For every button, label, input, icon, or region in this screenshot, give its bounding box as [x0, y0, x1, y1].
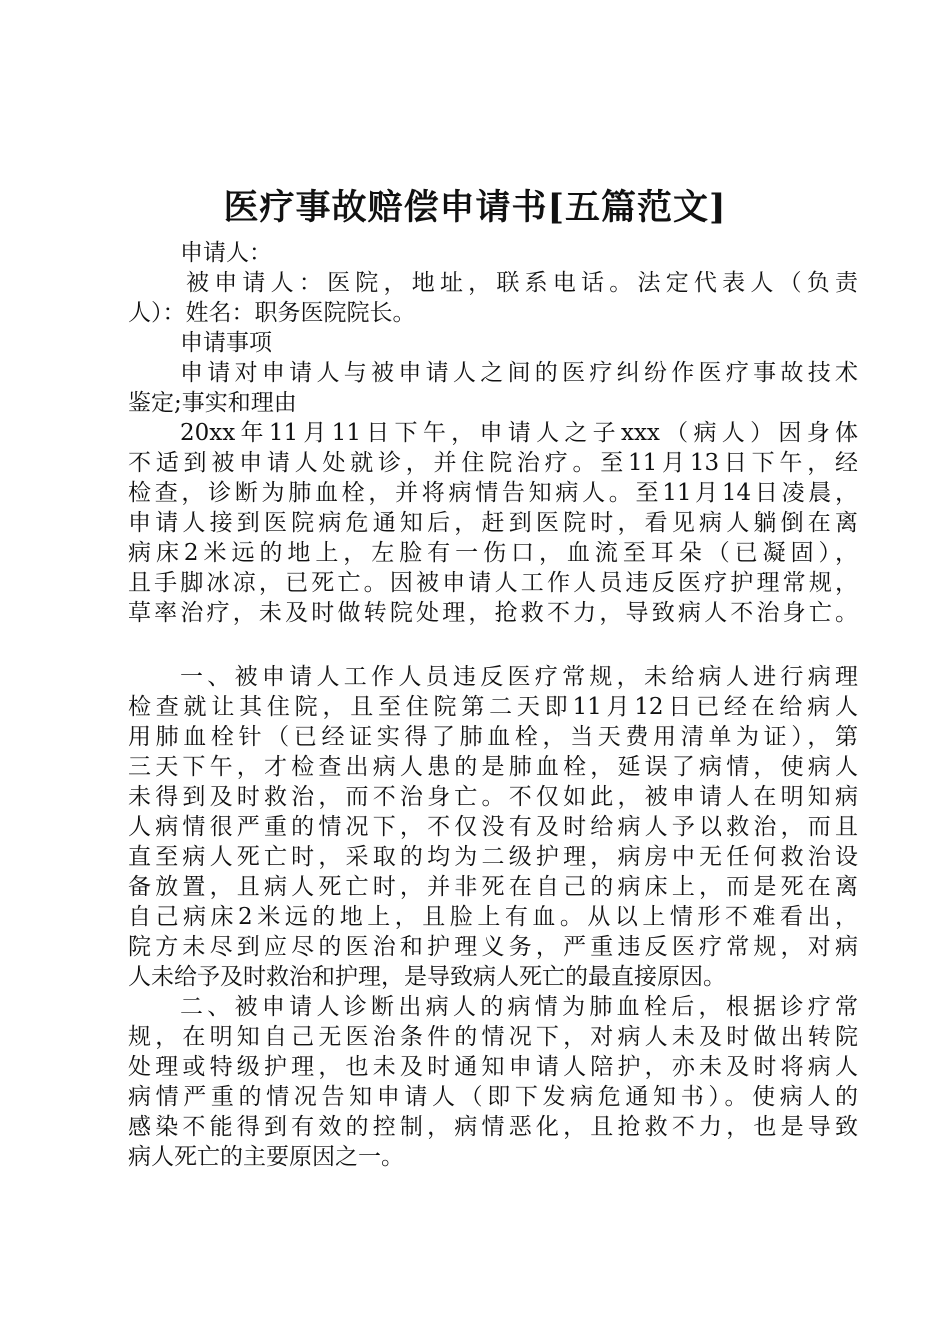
text-line: 用肺血栓针（已经证实得了肺血栓，当天费用清单为证），第: [128, 724, 858, 750]
text-line: 20xx年11月11日下午，申请人之子xxx（病人）因身体: [180, 420, 858, 446]
text-line: 感染不能得到有效的控制，病情恶化，且抢救不力，也是导致: [128, 1114, 858, 1140]
text-line: 院方未尽到应尽的医治和护理义务，严重违反医疗常规，对病: [128, 934, 858, 960]
text-line: 病床2米远的地上，左脸有一伤口，血流至耳朵（已凝固），: [128, 540, 858, 566]
text-line: 人）：姓名：职务医院院长。: [128, 300, 416, 326]
text-line: 一、被申请人工作人员违反医疗常规，未给病人进行病理: [180, 664, 858, 690]
text-line: 检查就让其住院，且至住院第二天即11月12日已经在给病人: [128, 694, 858, 720]
text-line: 病情严重的情况告知申请人（即下发病危通知书）。使病人的: [128, 1084, 858, 1110]
text-line: 且手脚冰凉，已死亡。因被申请人工作人员违反医疗护理常规，: [128, 570, 858, 596]
text-line: 备放置，且病人死亡时，并非死在自己的病床上，而是死在离: [128, 874, 858, 900]
text-line: 不适到被申请人处就诊，并住院治疗。至11月13日下午，经: [128, 450, 858, 476]
document-title: 医疗事故赔偿申请书[五篇范文]: [223, 187, 727, 228]
text-line: 人病情很严重的情况下，不仅没有及时给病人予以救治，而且: [128, 814, 858, 840]
text-line: 处理或特级护理，也未及时通知申请人陪护，亦未及时将病人: [128, 1054, 858, 1080]
text-line: 三天下午，才检查出病人患的是肺血栓，延误了病情，使病人: [128, 754, 858, 780]
text-line: 申请事项: [180, 330, 272, 356]
text-line: 鉴定;事实和理由: [128, 390, 297, 416]
text-line: 人未给予及时救治和护理，是导致病人死亡的最直接原因。: [128, 964, 726, 990]
text-line: 申请对申请人与被申请人之间的医疗纠纷作医疗事故技术: [180, 360, 858, 386]
text-line: 草率治疗，未及时做转院处理，抢救不力，导致病人不治身亡。: [128, 600, 858, 626]
text-line: 检查，诊断为肺血栓，并将病情告知病人。至11月14日凌晨，: [128, 480, 858, 506]
text-line: 二、被申请人诊断出病人的病情为肺血栓后，根据诊疗常: [180, 994, 858, 1020]
text-line: 被申请人：医院，地址，联系电话。法定代表人（负责: [186, 270, 858, 296]
text-line: 申请人接到医院病危通知后，赶到医院时，看见病人躺倒在离: [128, 510, 858, 536]
text-line: 直至病人死亡时，采取的均为二级护理，病房中无任何救治设: [128, 844, 858, 870]
text-line: 申请人：: [180, 240, 272, 266]
text-line: 规，在明知自己无医治条件的情况下，对病人未及时做出转院: [128, 1024, 858, 1050]
document-body: [128, 238, 858, 1172]
text-line: 自己病床2米远的地上，且脸上有血。从以上情形不难看出，: [128, 904, 858, 930]
text-line: 未得到及时救治，而不治身亡。不仅如此，被申请人在明知病: [128, 784, 858, 810]
text-line: 病人死亡的主要原因之一。: [128, 1144, 404, 1170]
paragraph-gap: [128, 628, 858, 662]
